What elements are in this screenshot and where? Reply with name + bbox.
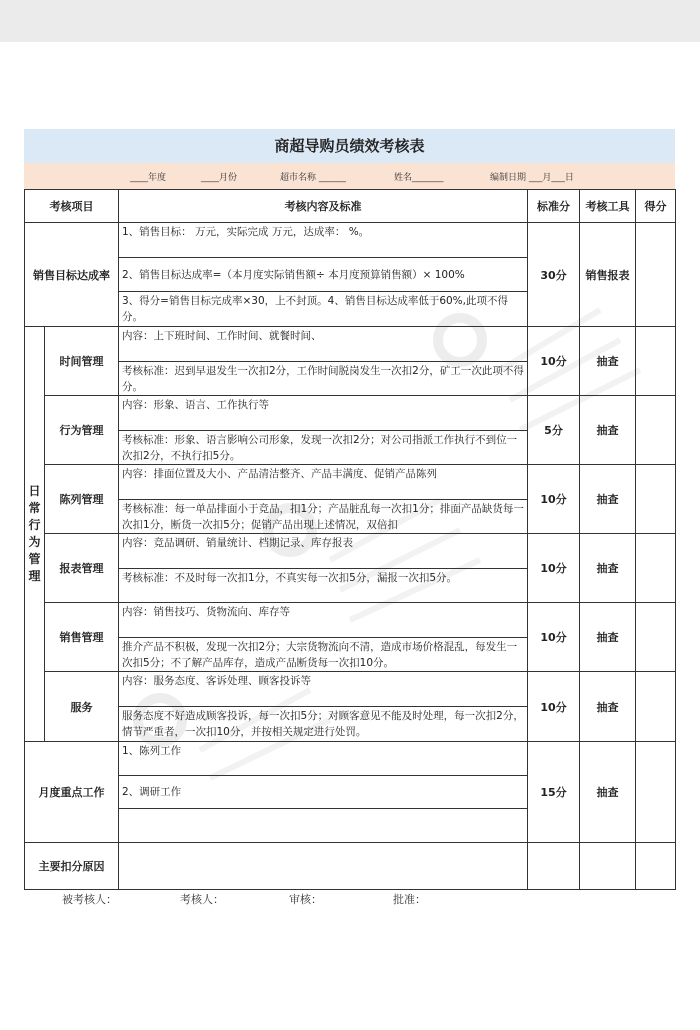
sales-tool: 销售报表 xyxy=(580,223,636,327)
footer-assessee: 被考核人： xyxy=(62,893,117,906)
monthly-tool: 抽查 xyxy=(580,742,636,843)
sales-row xyxy=(25,223,676,327)
behavior-mgmt-result-cell[interactable] xyxy=(636,396,676,465)
display-mgmt-score: 10分 xyxy=(528,465,580,534)
sales-mgmt-tool: 抽查 xyxy=(580,603,636,672)
report-mgmt-score: 10分 xyxy=(528,534,580,603)
sales-content xyxy=(119,223,528,327)
sales-score: 30分 xyxy=(528,223,580,327)
time-mgmt-standard: 考核标准：迟到早退发生一次扣2分，工作时间脱岗发生一次扣2分，矿工一次此项不得分。 xyxy=(122,364,524,393)
sales-line-3: 3、得分=销售目标完成率×30，上不封顶。4、销售目标达成率低于60%,此项不得分。 xyxy=(122,295,508,324)
meta-name: 姓名_______ xyxy=(394,173,444,183)
behavior-mgmt-standard: 考核标准：形象、语言影响公司形象，发现一次扣2分；对公司指派工作执行不到位一次扣2分，不执行扣5分。 xyxy=(122,433,518,462)
top-gray-bar xyxy=(0,0,700,42)
daily-row-report xyxy=(25,534,676,603)
time-mgmt-content: 内容：上下班时间、工作时间、就餐时间、 xyxy=(119,327,527,362)
time-mgmt-result-cell[interactable] xyxy=(636,327,676,396)
deduction-content-cell[interactable] xyxy=(119,843,528,890)
meta-year: ____年度 xyxy=(130,173,167,183)
display-mgmt-tool: 抽查 xyxy=(580,465,636,534)
sales-category: 销售目标达成率 xyxy=(25,223,119,327)
footer-reviewer: 审核： xyxy=(289,893,322,906)
deduction-tool-cell xyxy=(580,843,636,890)
daily-char-5: 管 xyxy=(28,552,41,566)
time-mgmt-score: 10分 xyxy=(528,327,580,396)
report-mgmt-label: 报表管理 xyxy=(45,534,119,603)
service-label: 服务 xyxy=(45,672,119,742)
display-mgmt-standard: 考核标准：每一单品排面小于竞品，扣1分；产品脏乱每一次扣1分；排面产品缺货每一次扣1分，断货一次扣5分；促销产品出现上述情况，双倍扣 xyxy=(122,502,524,531)
daily-row-service xyxy=(25,672,676,742)
service-tool: 抽查 xyxy=(580,672,636,742)
monthly-row xyxy=(25,742,676,843)
monthly-line-2: 2、调研工作 xyxy=(119,776,527,810)
report-mgmt-result-cell[interactable] xyxy=(636,534,676,603)
sales-mgmt-score: 10分 xyxy=(528,603,580,672)
header-result: 得分 xyxy=(636,190,676,223)
sales-line-1: 1、销售目标： 万元，实际完成 万元，达成率： %。 xyxy=(119,223,527,258)
report-mgmt-content: 内容：竞品调研、销量统计、档期记录、库存报表 xyxy=(119,534,527,569)
daily-char-2: 常 xyxy=(28,501,41,515)
daily-category xyxy=(25,327,45,742)
header-item: 考核项目 xyxy=(25,190,119,223)
monthly-result-cell[interactable] xyxy=(636,742,676,843)
footer-approver: 批准： xyxy=(393,893,426,906)
display-mgmt-content: 内容：排面位置及大小、产品清洁整齐、产品丰满度、促销产品陈列 xyxy=(119,465,527,500)
deduction-result-cell[interactable] xyxy=(636,843,676,890)
service-standard: 服务态度不好造成顾客投诉，每一次扣5分；对顾客意见不能及时处理，每一次扣2分，情节严重者，一次扣10分，并按相关规定进行处罚。 xyxy=(122,710,524,738)
meta-row xyxy=(24,163,675,189)
daily-row-time xyxy=(25,327,676,396)
deduction-score-cell xyxy=(528,843,580,890)
monthly-score: 15分 xyxy=(528,742,580,843)
header-row xyxy=(25,190,676,223)
monthly-line-1: 1、陈列工作 xyxy=(119,742,527,776)
meta-month: ____月份 xyxy=(201,173,238,183)
display-mgmt-result-cell[interactable] xyxy=(636,465,676,534)
assessment-table xyxy=(24,189,676,890)
display-mgmt-label: 陈列管理 xyxy=(45,465,119,534)
meta-store: 超市名称 ______ xyxy=(280,173,346,183)
sales-mgmt-content: 内容：销售技巧、货物流向、库存等 xyxy=(119,603,527,638)
time-mgmt-tool: 抽查 xyxy=(580,327,636,396)
daily-char-3: 行 xyxy=(28,518,41,532)
header-content: 考核内容及标准 xyxy=(119,190,528,223)
daily-row-display xyxy=(25,465,676,534)
behavior-mgmt-label: 行为管理 xyxy=(45,396,119,465)
behavior-mgmt-score: 5分 xyxy=(528,396,580,465)
deduction-category: 主要扣分原因 xyxy=(25,843,119,890)
deduction-row xyxy=(25,843,676,890)
monthly-category: 月度重点工作 xyxy=(25,742,119,843)
daily-char-1: 日 xyxy=(28,484,41,498)
report-mgmt-standard: 考核标准：不及时每一次扣1分，不真实每一次扣5分，漏报一次扣5分。 xyxy=(122,571,458,584)
time-mgmt-label: 时间管理 xyxy=(45,327,119,396)
service-content: 内容：服务态度、客诉处理、顾客投诉等 xyxy=(119,672,527,707)
report-mgmt-tool: 抽查 xyxy=(580,534,636,603)
daily-row-behavior xyxy=(25,396,676,465)
behavior-mgmt-content: 内容：形象、语言、工作执行等 xyxy=(119,396,527,431)
behavior-mgmt-tool: 抽查 xyxy=(580,396,636,465)
footer-assessor: 考核人： xyxy=(180,893,224,906)
header-tool: 考核工具 xyxy=(580,190,636,223)
daily-row-sales xyxy=(25,603,676,672)
sales-mgmt-result-cell[interactable] xyxy=(636,603,676,672)
sales-line-2: 2、销售目标达成率=（本月度实际销售额÷ 本月度预算销售额）× 100% xyxy=(119,258,527,293)
sales-result-cell[interactable] xyxy=(636,223,676,327)
service-result-cell[interactable] xyxy=(636,672,676,742)
header-score: 标准分 xyxy=(528,190,580,223)
meta-date: 编制日期 ___月___日 xyxy=(490,173,574,183)
form-title: 商超导购员绩效考核表 xyxy=(24,129,675,163)
sales-mgmt-label: 销售管理 xyxy=(45,603,119,672)
service-score: 10分 xyxy=(528,672,580,742)
daily-char-4: 为 xyxy=(28,535,41,549)
daily-char-6: 理 xyxy=(28,569,41,583)
monthly-line-3[interactable] xyxy=(119,809,527,842)
sales-mgmt-standard: 推介产品不积极，发现一次扣2分；大宗货物流向不清，造成市场价格混乱，每发生一次扣5分；不了解产品库存，造成产品断货每一次扣10分。 xyxy=(122,640,518,669)
